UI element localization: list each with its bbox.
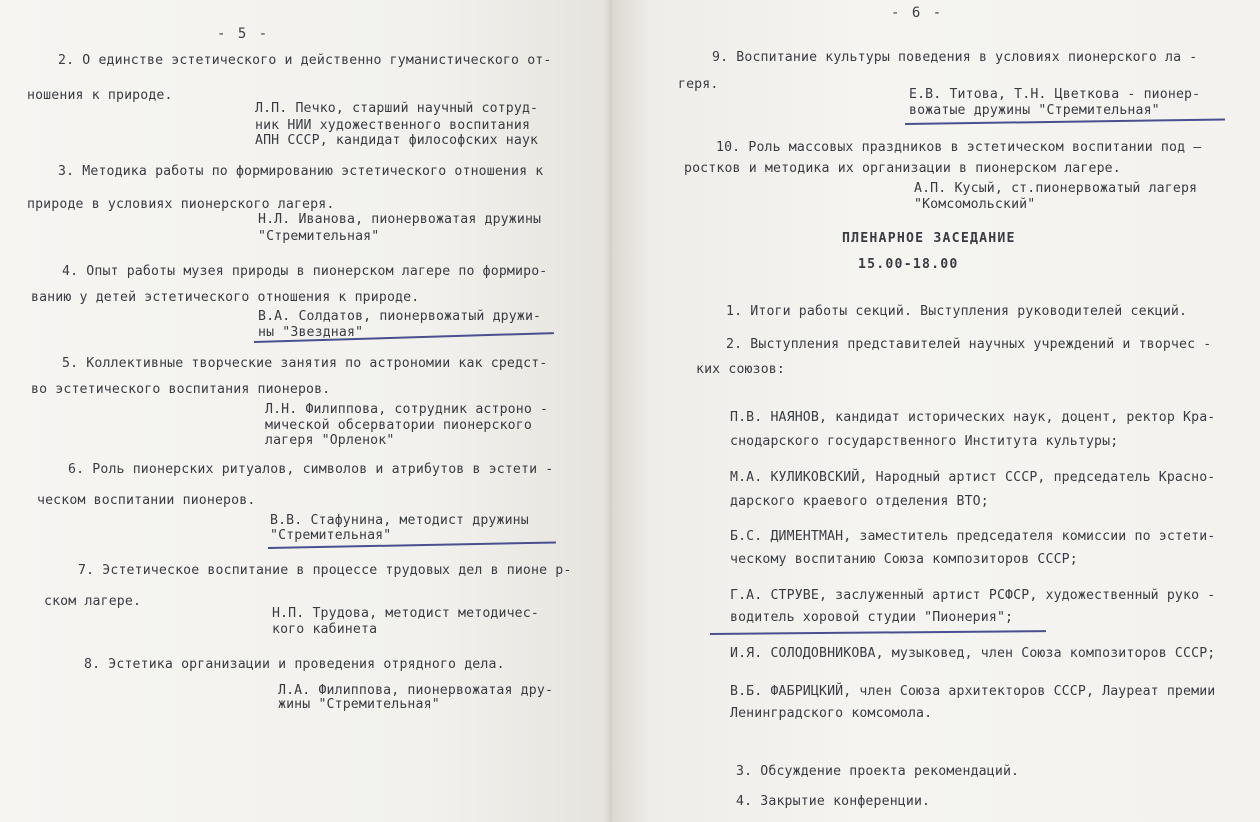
guest-speaker-line: Б.С. ДИМЕНТМАН, заместитель председателя комиссии по эстети-: [730, 529, 1216, 544]
guest-speaker-line: В.Б. ФАБРИЦКИЙ, член Союза архитекторов СССР, Лауреат премии: [730, 684, 1216, 699]
speaker-line: Л.П. Печко, старший научный сотруд-: [255, 101, 539, 116]
guest-speaker-line: Г.А. СТРУВЕ, заслуженный артист РСФСР, художественный руко -: [730, 588, 1216, 603]
item-title-line: 5. Коллективные творческие занятия по астрономии как средст-: [62, 356, 548, 371]
item-title-line: 3. Методика работы по формированию эстетического отношения к: [58, 164, 544, 179]
speaker-line: "Стремительная": [270, 528, 392, 543]
item-title-line: 6. Роль пионерских ритуалов, символов и атрибутов в эстети -: [68, 462, 554, 477]
page-right: [612, 0, 1260, 822]
agenda-point: 2. Выступления представителей научных учреждений и творчес -: [726, 337, 1212, 352]
plenary-time: 15.00-18.00: [858, 257, 959, 272]
item-title-line: 2. О единстве эстетического и действенно гуманистического от-: [58, 53, 552, 68]
speaker-line: Е.В. Титова, Т.Н. Цветкова - пионер-: [909, 87, 1201, 102]
page-number-right: - 6 -: [891, 5, 944, 21]
speaker-line: лагеря "Орленок": [265, 433, 395, 448]
speaker-line: ны "Звездная": [258, 325, 364, 340]
agenda-point: 1. Итоги работы секций. Выступления руководителей секций.: [726, 304, 1188, 319]
speaker-line: "Комсомольский": [914, 197, 1036, 212]
page-left: [0, 0, 612, 822]
item-title-line: ском лагере.: [44, 594, 142, 609]
speaker-line: мической обсерватории пионерского: [265, 418, 532, 433]
item-title-line: 9. Воспитание культуры поведения в условиях пионерского ла -: [712, 50, 1198, 65]
guest-speaker-line: снодарского государственного Института культуры;: [730, 434, 1119, 449]
guest-speaker-line: дарского краевого отделения ВТО;: [730, 494, 989, 509]
speaker-line: В.В. Стафунина, методист дружины: [270, 513, 529, 528]
item-title-line: 7. Эстетическое воспитание в процессе трудовых дел в пионе р-: [78, 563, 572, 578]
agenda-point: ких союзов:: [696, 362, 785, 377]
speaker-line: кого кабинета: [272, 622, 378, 637]
page-number-left: - 5 -: [217, 26, 270, 42]
item-title-line: ростков и методика их организации в пионерском лагере.: [684, 161, 1121, 176]
item-title-line: 10. Роль массовых праздников в эстетическом воспитании под —: [716, 140, 1202, 155]
speaker-line: ник НИИ художественного воспитания: [255, 118, 531, 133]
item-title-line: геря.: [678, 77, 719, 92]
pen-underline: [710, 630, 1046, 635]
speaker-line: Л.А. Филиппова, пионервожатая дру-: [278, 683, 554, 698]
agenda-point: 3. Обсуждение проекта рекомендаций.: [736, 764, 1020, 779]
item-title-line: ческом воспитании пионеров.: [37, 493, 256, 508]
item-title-line: природе в условиях пионерского лагеря.: [27, 197, 335, 212]
speaker-line: В.А. Солдатов, пионервожатый дружи-: [258, 309, 542, 324]
item-title-line: 4. Опыт работы музея природы в пионерском лагере по формиро-: [62, 264, 548, 279]
guest-speaker-line: ческому воспитанию Союза композиторов СССР;: [730, 552, 1078, 567]
item-title-line: во эстетического воспитания пионеров.: [31, 382, 331, 397]
speaker-line: жины "Стремительная": [278, 697, 440, 712]
item-title-line: ванию у детей эстетического отношения к природе.: [31, 290, 420, 305]
guest-speaker-line: М.А. КУЛИКОВСКИЙ, Народный артист СССР, председатель Красно-: [730, 470, 1216, 485]
item-title-line: 8. Эстетика организации и проведения отрядного дела.: [84, 657, 505, 672]
speaker-line: АПН СССР, кандидат философских наук: [255, 133, 539, 148]
guest-speaker-line: П.В. НАЯНОВ, кандидат исторических наук, доцент, ректор Кра-: [730, 410, 1216, 425]
agenda-point: 4. Закрытие конференции.: [736, 794, 931, 809]
speaker-line: А.П. Кусый, ст.пионервожатый лагеря: [914, 181, 1198, 196]
item-title-line: ношения к природе.: [27, 88, 173, 103]
speaker-line: "Стремительная": [258, 229, 380, 244]
guest-speaker-line: водитель хоровой студии "Пионерия";: [730, 610, 1014, 625]
speaker-line: вожатые дружины "Стремительная": [909, 103, 1160, 118]
speaker-line: Н.Л. Иванова, пионервожатая дружины: [258, 212, 542, 227]
speaker-line: Л.Н. Филиппова, сотрудник астроно -: [265, 402, 549, 417]
plenary-heading: ПЛЕНАРНОЕ ЗАСЕДАНИЕ: [842, 231, 1016, 246]
guest-speaker-line: Ленинградского комсомола.: [730, 706, 933, 721]
pen-underline: [905, 119, 1225, 125]
guest-speaker-line: И.Я. СОЛОДОВНИКОВА, музыковед, член Союза композиторов СССР;: [730, 646, 1216, 661]
speaker-line: Н.П. Трудова, методист методичес-: [272, 606, 539, 621]
